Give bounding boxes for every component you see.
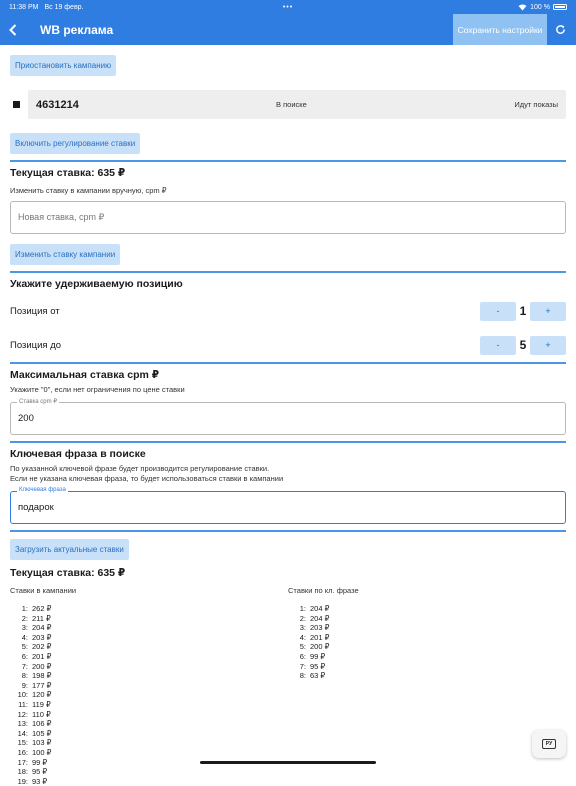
pause-campaign-button[interactable]: Приостановить кампанию bbox=[10, 55, 116, 76]
language-flag-icon: РУ bbox=[542, 739, 556, 749]
campaign-shows-status: Идут показы bbox=[514, 100, 558, 109]
bid-value: 204 ₽ bbox=[310, 613, 330, 623]
keyword-bids-heading: Ставки по кл. фразе bbox=[288, 586, 359, 595]
keyword-field-label: Ключевая фраза bbox=[19, 487, 66, 493]
save-settings-button[interactable]: Сохранить настройки bbox=[453, 14, 547, 45]
bid-rank: 8: bbox=[299, 671, 306, 681]
bid-value: 119 ₽ bbox=[32, 699, 51, 709]
campaign-card[interactable] bbox=[28, 90, 566, 119]
campaign-bids-heading: Ставки в кампании bbox=[10, 586, 77, 595]
bid-value: 204 ₽ bbox=[310, 604, 330, 613]
manual-bid-hint: Изменить ставку в кампании вручную, cpm ₽ bbox=[10, 186, 167, 195]
bid-value: 103 ₽ bbox=[32, 738, 52, 748]
bid-value: 93 ₽ bbox=[32, 776, 48, 786]
new-bid-input[interactable] bbox=[10, 201, 566, 234]
bid-value: 105 ₽ bbox=[32, 728, 52, 738]
bid-value: 203 ₽ bbox=[310, 623, 330, 633]
bid-list-item bbox=[14, 777, 288, 786]
max-bid-field-label: Ставка cpm ₽ bbox=[19, 399, 58, 405]
bid-list-item bbox=[292, 671, 566, 681]
bid-list-item bbox=[14, 767, 288, 777]
bid-list-item bbox=[14, 623, 288, 633]
bid-rank: 2: bbox=[21, 613, 28, 623]
bid-value: 106 ₽ bbox=[32, 719, 52, 729]
bid-list-item bbox=[14, 719, 288, 729]
divider bbox=[10, 362, 566, 364]
bid-list-item bbox=[14, 729, 288, 739]
page-title: WB реклама bbox=[40, 22, 114, 37]
bid-rank: 3: bbox=[299, 623, 306, 633]
load-bids-button[interactable]: Загрузить актуальные ставки bbox=[10, 539, 129, 560]
divider bbox=[10, 271, 566, 273]
bid-rank: 13: bbox=[17, 719, 28, 729]
back-button[interactable] bbox=[0, 24, 26, 36]
new-bid-placeholder: Новая ставка, cpm ₽ bbox=[18, 212, 105, 222]
bid-rank: 3: bbox=[21, 623, 28, 633]
bid-rank: 11: bbox=[18, 699, 28, 709]
bid-rank: 9: bbox=[21, 680, 28, 690]
bid-list-item bbox=[14, 748, 288, 758]
keyword-value: подарок bbox=[18, 502, 54, 513]
bid-value: 201 ₽ bbox=[310, 632, 330, 642]
battery-icon bbox=[553, 4, 567, 10]
campaign-state: В поиске bbox=[276, 100, 307, 109]
position-to-row bbox=[10, 330, 566, 360]
bid-value: 100 ₽ bbox=[32, 747, 52, 757]
language-button[interactable] bbox=[532, 730, 566, 758]
bid-list-item bbox=[14, 614, 288, 624]
home-indicator bbox=[200, 761, 376, 764]
bid-value: 198 ₽ bbox=[32, 671, 52, 681]
bid-value: 262 ₽ bbox=[32, 604, 52, 613]
bid-rank: 5: bbox=[21, 642, 28, 652]
position-to-value: 5 bbox=[519, 338, 527, 352]
campaign-bids-column bbox=[10, 586, 288, 786]
bid-value: 202 ₽ bbox=[32, 642, 52, 652]
app-bar bbox=[0, 14, 576, 45]
bid-rank: 6: bbox=[299, 651, 306, 661]
keyword-heading: Ключевая фраза в поиске bbox=[10, 448, 146, 460]
keyword-hint-2: Если не указана ключевая фраза, то будет использоваться ставки в кампании bbox=[10, 474, 284, 483]
max-bid-hint: Укажите "0", если нет ограничения по цене ставки bbox=[10, 385, 185, 394]
bid-list-item bbox=[14, 690, 288, 700]
bid-rank: 4: bbox=[299, 632, 306, 642]
change-bid-button[interactable]: Изменить ставку кампании bbox=[10, 244, 120, 265]
keyword-bids-list bbox=[288, 604, 566, 681]
current-bid-heading: Текущая ставка: 635 ₽ bbox=[10, 167, 126, 179]
max-bid-value: 200 bbox=[18, 413, 34, 424]
bid-value: 177 ₽ bbox=[32, 680, 52, 690]
divider bbox=[10, 160, 566, 162]
position-to-label: Позиция до bbox=[10, 339, 62, 351]
bid-list-item bbox=[14, 662, 288, 672]
bid-value: 99 ₽ bbox=[32, 757, 48, 767]
refresh-button[interactable] bbox=[547, 24, 574, 35]
bid-list-item bbox=[292, 614, 566, 624]
bid-value: 99 ₽ bbox=[310, 651, 326, 661]
max-bid-input[interactable] bbox=[10, 399, 566, 435]
bids-section bbox=[10, 586, 566, 786]
bid-list-item bbox=[292, 604, 566, 614]
keyword-input[interactable] bbox=[10, 487, 566, 524]
status-bar bbox=[0, 0, 576, 14]
bid-rank: 7: bbox=[21, 661, 28, 671]
bid-list-item bbox=[14, 738, 288, 748]
position-from-decrement-button[interactable]: - bbox=[480, 302, 516, 321]
campaign-marker-icon bbox=[13, 101, 20, 108]
enable-bid-regulation-button[interactable]: Включить регулирование ставки bbox=[10, 133, 140, 154]
bid-list-item bbox=[14, 604, 288, 614]
position-from-row bbox=[10, 296, 566, 326]
main-content bbox=[0, 55, 576, 786]
bid-list-item bbox=[14, 671, 288, 681]
bid-list-item bbox=[292, 633, 566, 643]
refresh-icon bbox=[555, 24, 566, 35]
status-time: 11:38 PM bbox=[9, 3, 39, 11]
bid-rank: 14: bbox=[17, 728, 28, 738]
bid-rank: 1: bbox=[21, 604, 28, 613]
bid-value: 95 ₽ bbox=[310, 661, 326, 671]
bids-current-heading: Текущая ставка: 635 ₽ bbox=[10, 567, 126, 579]
bid-list-item bbox=[292, 662, 566, 672]
keyword-bids-column bbox=[288, 586, 566, 786]
bid-rank: 6: bbox=[21, 651, 28, 661]
bid-list-item bbox=[14, 681, 288, 691]
position-to-increment-button[interactable]: + bbox=[530, 336, 566, 355]
bid-rank: 8: bbox=[21, 671, 28, 681]
bid-rank: 5: bbox=[299, 642, 306, 652]
campaign-bids-list bbox=[10, 604, 288, 786]
bid-rank: 1: bbox=[299, 604, 306, 613]
bid-rank: 7: bbox=[299, 661, 306, 671]
position-from-increment-button[interactable]: + bbox=[530, 302, 566, 321]
bid-rank: 12: bbox=[17, 709, 28, 719]
bid-value: 204 ₽ bbox=[32, 623, 52, 633]
max-bid-heading: Максимальная ставка cpm ₽ bbox=[10, 369, 160, 381]
bid-rank: 2: bbox=[299, 613, 306, 623]
campaign-id: 4631214 bbox=[36, 98, 79, 111]
bid-value: 200 ₽ bbox=[310, 642, 330, 652]
position-from-label: Позиция от bbox=[10, 305, 60, 317]
bid-rank: 19: bbox=[17, 776, 28, 786]
chevron-left-icon bbox=[9, 24, 17, 36]
bid-value: 95 ₽ bbox=[32, 767, 48, 777]
bid-value: 63 ₽ bbox=[310, 671, 326, 681]
position-to-decrement-button[interactable]: - bbox=[480, 336, 516, 355]
bid-list-item bbox=[292, 623, 566, 633]
bid-rank: 18: bbox=[17, 767, 28, 777]
bid-value: 200 ₽ bbox=[32, 661, 52, 671]
bid-value: 201 ₽ bbox=[32, 651, 52, 661]
status-date: Вс 19 февр. bbox=[44, 3, 84, 11]
bid-list-item bbox=[14, 633, 288, 643]
position-to-stepper bbox=[480, 336, 566, 355]
position-heading: Укажите удерживаемую позицию bbox=[10, 278, 183, 290]
position-from-stepper bbox=[480, 302, 566, 321]
campaign-row[interactable] bbox=[10, 90, 566, 119]
bid-rank: 16: bbox=[17, 747, 28, 757]
divider bbox=[10, 530, 566, 532]
bid-list-item bbox=[14, 652, 288, 662]
wifi-icon bbox=[518, 4, 527, 11]
multitask-dots[interactable]: ••• bbox=[282, 3, 294, 11]
bid-rank: 15: bbox=[17, 738, 28, 748]
bid-list-item bbox=[14, 710, 288, 720]
bid-value: 211 ₽ bbox=[32, 613, 51, 623]
bid-value: 203 ₽ bbox=[32, 632, 52, 642]
bid-rank: 4: bbox=[21, 632, 28, 642]
position-from-value: 1 bbox=[519, 304, 527, 318]
bid-list-item bbox=[292, 642, 566, 652]
divider bbox=[10, 441, 566, 443]
bid-rank: 17: bbox=[17, 757, 28, 767]
bid-list-item bbox=[292, 652, 566, 662]
battery-percent: 100 % bbox=[530, 3, 550, 11]
bid-rank: 10: bbox=[17, 690, 28, 700]
bid-list-item bbox=[14, 700, 288, 710]
bid-list-item bbox=[14, 642, 288, 652]
bid-value: 110 ₽ bbox=[32, 709, 51, 719]
bid-value: 120 ₽ bbox=[32, 690, 52, 700]
keyword-hint-1: По указанной ключевой фразе будет производится регулирование ставки. bbox=[10, 464, 270, 473]
